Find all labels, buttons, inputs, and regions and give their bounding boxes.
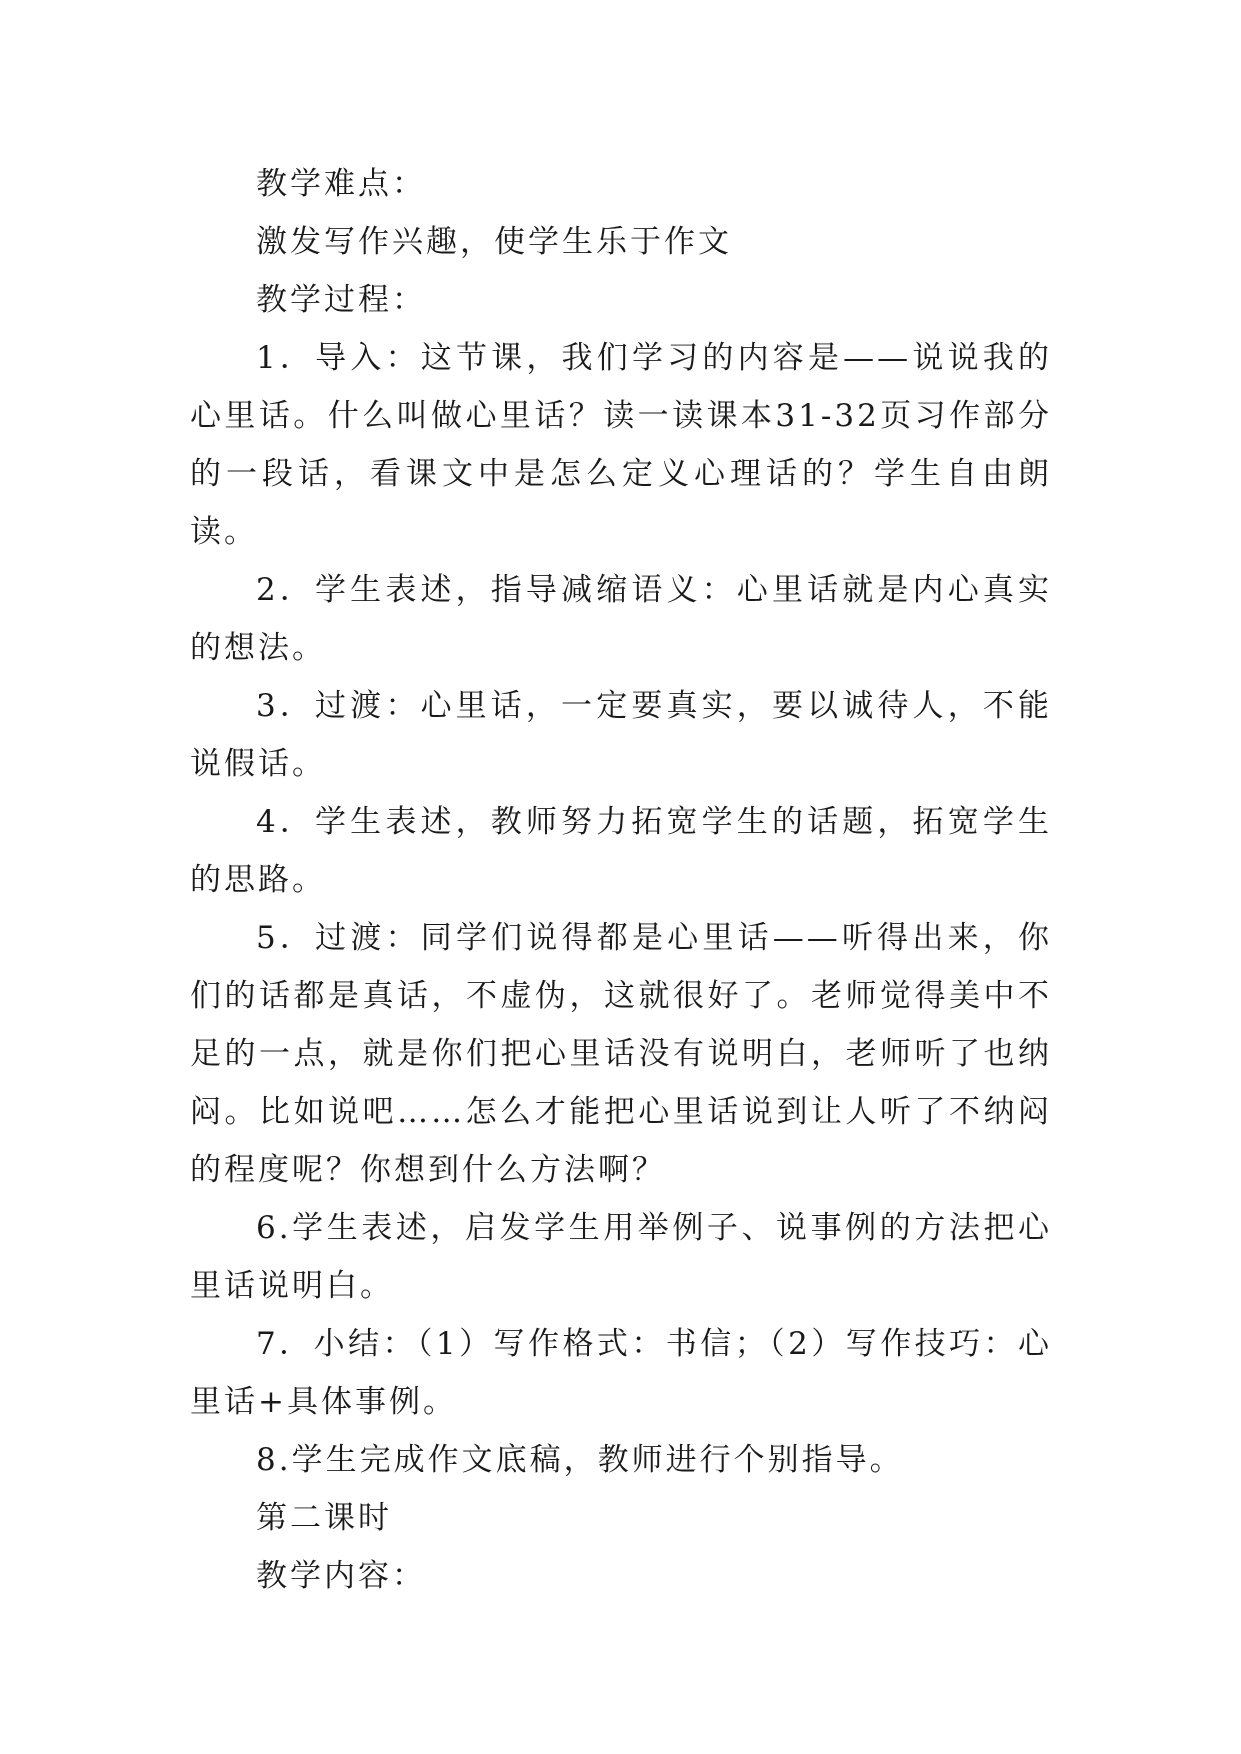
paragraph-second-lesson-heading: 第二课时 bbox=[256, 1500, 392, 1536]
paragraph-teaching-content-heading: 教学内容： bbox=[256, 1558, 426, 1594]
paragraph-step-6: 6.学生表述，启发学生用举例子、说事例的方法把心里话说明白。 bbox=[190, 1210, 1052, 1304]
paragraph-step-8: 8.学生完成作文底稿，教师进行个别指导。 bbox=[256, 1442, 904, 1478]
paragraph-step-7: 7．小结：（1）写作格式：书信；（2）写作技巧：心里话+具体事例。 bbox=[190, 1326, 1052, 1420]
paragraph-step-1: 1．导入：这节课，我们学习的内容是——说说我的心里话。什么叫做心里话？读一读课本31-32页习作部分的一段话，看课文中是怎么定义心理话的？学生自由朗读。 bbox=[190, 340, 1052, 550]
paragraph-teaching-difficulty-heading: 教学难点： bbox=[256, 166, 426, 202]
paragraph-teaching-process-heading: 教学过程： bbox=[256, 282, 426, 318]
paragraph-step-4: 4．学生表述，教师努力拓宽学生的话题，拓宽学生的思路。 bbox=[190, 804, 1052, 898]
paragraph-step-3: 3．过渡：心里话，一定要真实，要以诚待人，不能说假话。 bbox=[190, 688, 1052, 782]
paragraph-step-2: 2．学生表述，指导减缩语义：心里话就是内心真实的想法。 bbox=[190, 572, 1052, 666]
paragraph-teaching-difficulty: 激发写作兴趣，使学生乐于作文 bbox=[256, 224, 732, 260]
paragraph-step-5: 5．过渡：同学们说得都是心里话——听得出来，你们的话都是真话，不虚伪，这就很好了。老师觉得美中不足的一点，就是你们把心里话没有说明白，老师听了也纳闷。比如说吧……怎么才能把心里话说到让人听了不纳闷的程度呢？你想到什么方法啊？ bbox=[190, 920, 1052, 1188]
document-body bbox=[190, 155, 1052, 1605]
